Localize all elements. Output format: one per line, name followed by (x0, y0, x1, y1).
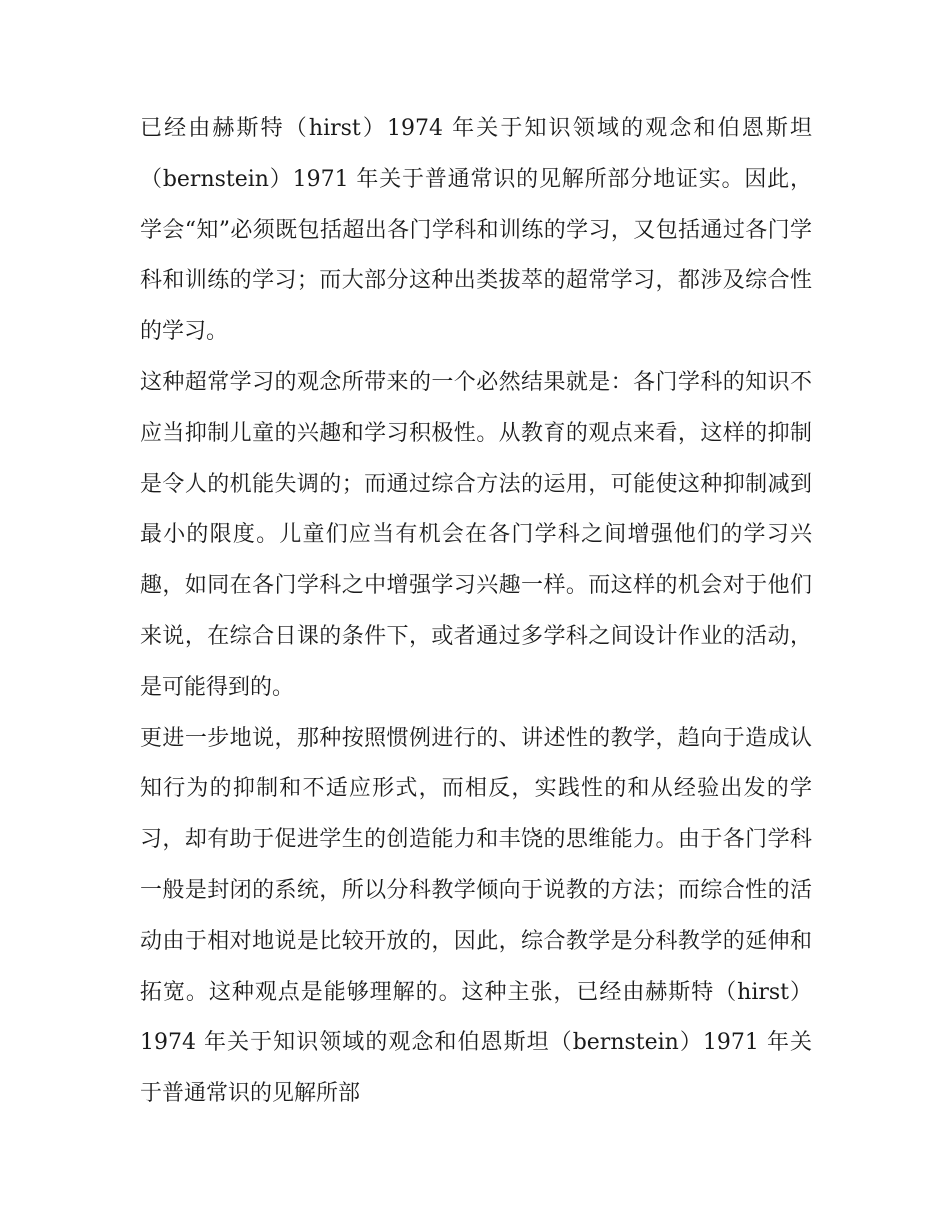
paragraph: 更进一步地说，那种按照惯例进行的、讲述性的教学，趋向于造成认知行为的抑制和不适应形式，而相反，实践性的和从经验出发的学习，却有助于促进学生的创造能力和丰饶的思维能力。由于各门学科一般是封闭的系统，所以分科教学倾向于说教的方法；而综合性的活动由于相对地说是比较开放的，因此，综合教学是分科教学的延伸和拓宽。这种观点是能够理解的。这种主张，已经由赫斯特（hirst）1974 年关于知识领域的观念和伯恩斯坦（bernstein）1971 年关于普通常识的见解所部 (140, 725, 812, 1107)
paragraph: 已经由赫斯特（hirst）1974 年关于知识领域的观念和伯恩斯坦（bernstein）1971 年关于普通常识的见解所部分地证实。因此，学会“知”必须既包括超出各门学科和训练的学习，又包括通过各门学科和训练的学习；而大部分这种出类拔萃的超常学习，都涉及综合性的学习。 (140, 116, 812, 345)
document-body (140, 104, 812, 1120)
paragraph: 这种超常学习的观念所带来的一个必然结果就是：各门学科的知识不应当抑制儿童的兴趣和学习积极性。从教育的观点来看，这样的抑制是令人的机能失调的；而通过综合方法的运用，可能使这种抑制减到最小的限度。儿童们应当有机会在各门学科之间增强他们的学习兴趣，如同在各门学科之中增强学习兴趣一样。而这样的机会对于他们来说，在综合日课的条件下，或者通过多学科之间设计作业的活动，是可能得到的。 (140, 369, 812, 700)
